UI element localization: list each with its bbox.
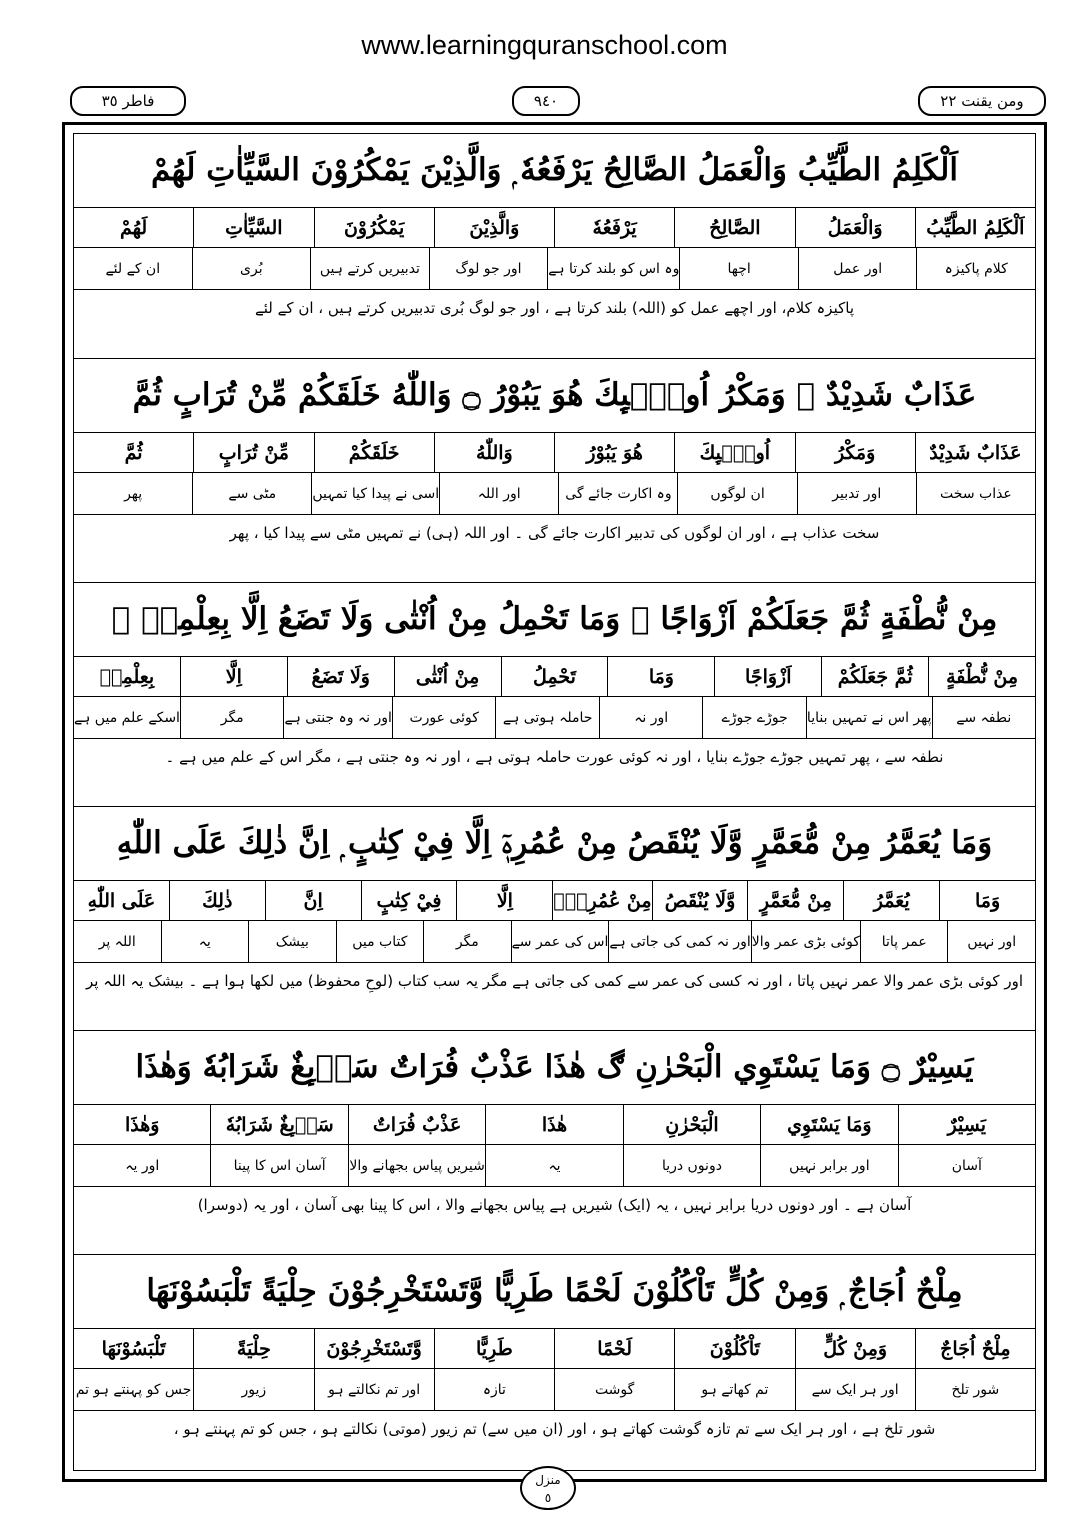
urdu-word-cell: تازہ — [434, 1369, 554, 1410]
translation-line: سخت عذاب ہے ، اور ان لوگوں کی تدبیر اکارت جائے گی ۔ اور اللہ (ہی) نے تمہیں مٹی سے پیدا کیا ، پھر — [74, 514, 1035, 551]
urdu-word-cell: گوشت — [554, 1369, 674, 1410]
ayah-line: مِنْ نُّطْفَةٍ ثُمَّ جَعَلَكُمْ اَزْوَاجًا ۭ وَمَا تَحْمِلُ مِنْ اُنْثٰى وَلَا تَضَعُ اِلَّا بِعِلْمِهٖ ۭ — [111, 601, 998, 637]
urdu-word-cell: عذاب سخت — [916, 473, 1035, 514]
arabic-word-cell: وَالَّذِيْنَ — [434, 208, 554, 247]
arabic-word-cell: تَحْمِلُ — [501, 657, 608, 696]
header-juz-name: ومن يقنت ٢٢ — [918, 86, 1046, 116]
arabic-word-cell: يَمْكُرُوْنَ — [314, 208, 434, 247]
urdu-word-cell: مگر — [180, 697, 284, 738]
word-row-urdu — [74, 1368, 1035, 1410]
translation-line: شور تلخ ہے ، اور ہر ایک سے تم تازہ گوشت کھاتے ہو ، اور (ان میں سے) تم زیور (موتی) نکالتے ہو ، جس کو تم پہنتے ہو ، — [74, 1410, 1035, 1447]
urdu-word-cell: اچھا — [679, 248, 798, 289]
arabic-word-cell: يَسِيْرٌ — [898, 1105, 1035, 1144]
arabic-word-cell: وَمَكْرُ — [795, 433, 915, 472]
urdu-word-cell: اور نہ — [599, 697, 703, 738]
arabic-word-cell: مِنْ مُّعَمَّرٍ — [747, 881, 843, 920]
manzil-badge — [520, 1466, 576, 1510]
urdu-word-cell: ان لوگوں — [677, 473, 796, 514]
urdu-word-cell: زیور — [193, 1369, 313, 1410]
ayah-block — [74, 1030, 1035, 1223]
arabic-word-cell: اُولٰۗىِٕكَ — [674, 433, 794, 472]
arabic-word-cell: لَهُمْ — [120, 216, 148, 239]
arabic-word-cell: طَرِيًّا — [434, 1329, 554, 1368]
urdu-word-cell: بُری — [192, 248, 311, 289]
page-frame — [62, 122, 1047, 1482]
arabic-word-cell: وَلَا تَضَعُ — [287, 657, 394, 696]
urdu-word-cell: اور ہر ایک سے — [795, 1369, 915, 1410]
word-row-urdu — [74, 696, 1035, 738]
urdu-word-cell: بیشک — [248, 921, 336, 962]
arabic-word-cell: الْبَحْرٰنِ — [623, 1105, 760, 1144]
urdu-word-cell: اور جو لوگ — [429, 248, 548, 289]
ayah-line: اَلْكَلِمُ الطَّيِّبُ وَالْعَمَلُ الصَّالِحُ يَرْفَعُهٗ ۭ وَالَّذِيْنَ يَمْكُرُوْنَ السَّيِّاٰتِ لَهُمْ — [151, 152, 958, 188]
ayah-block — [74, 1254, 1035, 1447]
arabic-word-cell: لَحْمًا — [554, 1329, 674, 1368]
urdu-word-cell: اور اللہ — [439, 473, 558, 514]
arabic-word-cell: مِنْ اُنْثٰى — [394, 657, 501, 696]
urdu-word-cell: اور تم نکالتے ہو — [314, 1369, 434, 1410]
arabic-word-cell: الصَّالِحُ — [674, 208, 794, 247]
translation-line: آسان ہے ۔ اور دونوں دریا برابر نہیں ، یہ (ایک) شیریں ہے پیاس بجھانے والا ، اس کا پینا بھی آسان ، اور یہ (دوسرا) — [74, 1186, 1035, 1223]
arabic-word-cell: وَّتَسْتَخْرِجُوْنَ — [314, 1329, 434, 1368]
urdu-word-cell: حاملہ ہوتی ہے — [495, 697, 599, 738]
arabic-word-cell: اِلَّا — [180, 657, 287, 696]
ayah-line: عَذَابٌ شَدِيْدٌ ۭ وَمَكْرُ اُولٰۗىِٕكَ هُوَ يَبُوْرُ ۝ وَاللّٰهُ خَلَقَكُمْ مِّنْ تُرَابٍ ثُمَّ — [132, 377, 977, 413]
arabic-word-cell: عَلَى اللّٰهِ — [87, 889, 156, 912]
arabic-word-cell: تَلْبَسُوْنَهَا — [101, 1337, 166, 1360]
arabic-word-cell: فِيْ كِتٰبٍ — [361, 881, 457, 920]
manzil-label: منزل — [535, 1473, 561, 1487]
ayah-line: وَمَا يُعَمَّرُ مِنْ مُّعَمَّرٍ وَّلَا يُنْقَصُ مِنْ عُمُرِهٖٓ اِلَّا فِيْ كِتٰبٍ ۭ اِنَّ ذٰلِكَ عَلَى اللّٰهِ — [116, 825, 993, 861]
ayah-block — [74, 806, 1035, 999]
urdu-word-cell: یہ — [161, 921, 249, 962]
ayah-block — [74, 134, 1035, 326]
urdu-word-cell: اور عمل — [798, 248, 917, 289]
urdu-word-cell: وہ اکارت جائے گی — [558, 473, 677, 514]
arabic-word-cell: سَاۗىِٕغٌ شَرَابُهٗ — [210, 1105, 347, 1144]
arabic-word-cell: مِنْ نُّطْفَةٍ — [928, 657, 1035, 696]
arabic-word-cell: هٰذَا — [485, 1105, 622, 1144]
urdu-word-cell: کلام پاکیزہ — [916, 248, 1035, 289]
urdu-word-cell: نطفہ سے — [932, 697, 1036, 738]
urdu-word-cell: اور برابر نہیں — [760, 1145, 897, 1186]
urdu-word-cell: اور نہ وہ جنتی ہے — [283, 697, 391, 738]
arabic-word-cell: بِعِلْمِهٖ — [99, 665, 155, 688]
arabic-word-cell: خَلَقَكُمْ — [314, 433, 434, 472]
translation-line: اور کوئی بڑی عمر والا عمر نہیں پاتا ، اور نہ کسی کی عمر سے کمی کی جاتی ہے مگر یہ سب کتاب (لوحِ محفوظ) میں لکھا ہوا ہے ۔ بیشک یہ اللہ پر — [74, 962, 1035, 999]
urdu-word-cell: آسان اس کا پینا — [210, 1145, 347, 1186]
urdu-word-cell: اس کی عمر سے — [511, 921, 609, 962]
ayah-block — [74, 358, 1035, 551]
urdu-word-cell: اور تدبیر — [797, 473, 916, 514]
word-row-urdu — [74, 920, 1035, 962]
arabic-word-cell: اِلَّا — [456, 881, 552, 920]
word-row-arabic — [74, 207, 1035, 247]
arabic-word-cell: يَرْفَعُهٗ — [554, 208, 674, 247]
arabic-word-cell: وَّلَا يُنْقَصُ — [652, 881, 748, 920]
arabic-word-cell: وَمِنْ كُلٍّ — [795, 1329, 915, 1368]
arabic-word-cell: وَالْعَمَلُ — [795, 208, 915, 247]
urdu-word-cell: آسان — [898, 1145, 1035, 1186]
urdu-word-cell: اور نہیں — [947, 921, 1035, 962]
urdu-word-cell: اسکے علم میں ہے — [73, 709, 180, 726]
ayah-line: يَسِيْرٌ ۝ وَمَا يَسْتَوِي الْبَحْرٰنِ ڰ هٰذَا عَذْبٌ فُرَاتٌ سَاۗىِٕغٌ شَرَابُهٗ وَهٰذَا — [135, 1049, 974, 1085]
urdu-word-cell: کتاب میں — [336, 921, 424, 962]
word-row-urdu — [74, 247, 1035, 289]
urdu-word-cell: دونوں دریا — [623, 1145, 760, 1186]
ayah-line: مِلْحٌ اُجَاجٌ ۭ وَمِنْ كُلٍّ تَاْكُلُوْنَ لَحْمًا طَرِيًّا وَّتَسْتَخْرِجُوْنَ حِلْيَةً تَلْبَسُوْنَهَا — [146, 1273, 963, 1309]
urdu-word-cell: مگر — [423, 921, 511, 962]
urdu-word-cell: تم کھاتے ہو — [674, 1369, 794, 1410]
urdu-word-cell: وہ اس کو بلند کرتا ہے — [547, 248, 679, 289]
word-row-urdu — [74, 1144, 1035, 1186]
urdu-word-cell: اور یہ — [125, 1157, 160, 1174]
arabic-word-cell: اَلْكَلِمُ الطَّيِّبُ — [915, 208, 1035, 247]
urdu-word-cell: عمر پاتا — [860, 921, 948, 962]
arabic-word-cell: هُوَ يَبُوْرُ — [554, 433, 674, 472]
arabic-word-cell: ثُمَّ جَعَلَكُمْ — [821, 657, 928, 696]
website-url: www.learningquranschool.com — [361, 30, 728, 60]
urdu-word-cell: پھر — [124, 485, 143, 502]
header-surah-name: فاطر ٣٥ — [70, 86, 186, 116]
arabic-word-cell: مِلْحٌ اُجَاجٌ — [915, 1329, 1035, 1368]
header-page-number: ٩٤٠ — [512, 86, 580, 116]
arabic-word-cell: مِّنْ تُرَابٍ — [193, 433, 313, 472]
arabic-word-cell: وَمَا — [939, 881, 1035, 920]
urdu-word-cell: اللہ پر — [98, 933, 136, 950]
arabic-word-cell: عَذَابٌ شَدِيْدٌ — [915, 433, 1035, 472]
urdu-word-cell: شور تلخ — [915, 1369, 1035, 1410]
word-row-arabic — [74, 880, 1035, 920]
arabic-word-cell: وَاللّٰهُ — [434, 433, 554, 472]
arabic-word-cell: اَزْوَاجًا — [714, 657, 821, 696]
translation-line: نطفہ سے ، پھر تمہیں جوڑے جوڑے بنایا ، اور نہ کوئی عورت حاملہ ہوتی ہے ، اور نہ وہ جنتی ہے ، مگر اس کے علم میں ہے ۔ — [74, 738, 1035, 775]
urdu-word-cell: اسی نے پیدا کیا تمہیں — [311, 473, 439, 514]
urdu-word-cell: پھر اس نے تمہیں بنایا — [806, 697, 932, 738]
word-row-arabic — [74, 656, 1035, 696]
word-row-arabic — [74, 1104, 1035, 1144]
urdu-word-cell: کوئی عورت — [392, 697, 496, 738]
urdu-word-cell: مٹی سے — [192, 473, 311, 514]
arabic-word-cell: حِلْيَةً — [193, 1329, 313, 1368]
translation-line: پاکیزہ کلام، اور اچھے عمل کو (اللہ) بلند کرتا ہے ، اور جو لوگ بُری تدبیریں کرتے ہیں ، ان کے لئے — [74, 289, 1035, 326]
urdu-word-cell: کوئی بڑی عمر والا — [751, 921, 860, 962]
arabic-word-cell: يُعَمَّرُ — [843, 881, 939, 920]
arabic-word-cell: اِنَّ — [265, 881, 361, 920]
urdu-word-cell: اور نہ کمی کی جاتی ہے — [608, 921, 750, 962]
arabic-word-cell: وَمَا — [607, 657, 714, 696]
arabic-word-cell: مِنْ عُمُرِهٖٓ — [552, 881, 651, 920]
arabic-word-cell: ذٰلِكَ — [169, 881, 265, 920]
arabic-word-cell: السَّيِّاٰتِ — [193, 208, 313, 247]
ayah-block — [74, 582, 1035, 775]
page-inner-frame — [73, 133, 1036, 1471]
urdu-word-cell: جوڑے جوڑے — [702, 697, 806, 738]
manzil-number: ٥ — [544, 1491, 552, 1505]
arabic-word-cell: ثُمَّ — [124, 441, 143, 464]
urdu-word-cell: جس کو پہنتے ہو تم — [75, 1381, 192, 1398]
arabic-word-cell: تَاْكُلُوْنَ — [674, 1329, 794, 1368]
word-row-arabic — [74, 432, 1035, 472]
urdu-word-cell: یہ — [485, 1145, 622, 1186]
urdu-word-cell: تدبیریں کرتے ہیں — [310, 248, 429, 289]
arabic-word-cell: وَهٰذَا — [125, 1113, 160, 1136]
urdu-word-cell: شیریں پیاس بجھانے والا — [348, 1145, 485, 1186]
urdu-word-cell: ان کے لئے — [105, 260, 161, 277]
word-row-urdu — [74, 472, 1035, 514]
word-row-arabic — [74, 1328, 1035, 1368]
arabic-word-cell: عَذْبٌ فُرَاتٌ — [348, 1105, 485, 1144]
arabic-word-cell: وَمَا يَسْتَوِي — [760, 1105, 897, 1144]
